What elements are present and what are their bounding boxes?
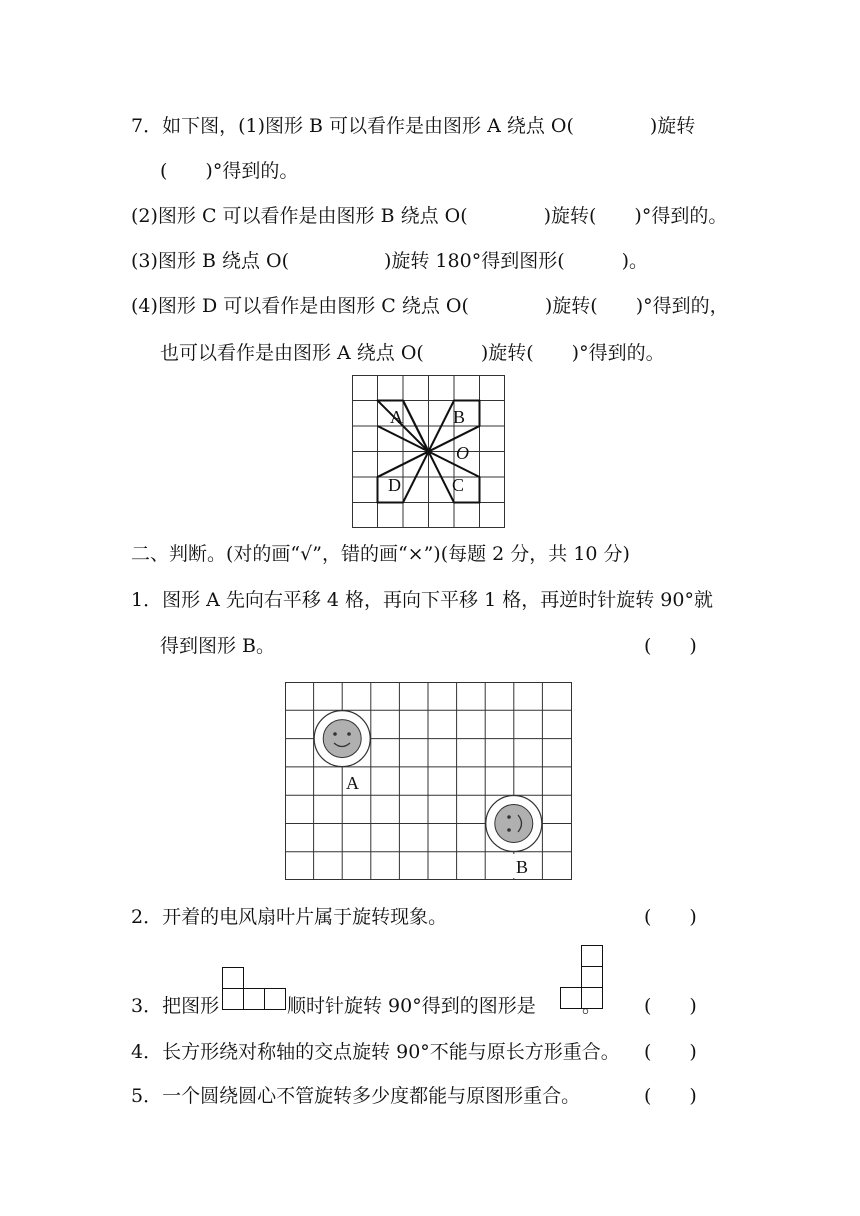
judge-q3-part-2: 顺时针旋转 90°得到的图形是 [287, 995, 536, 1017]
translation-grid-figure [285, 682, 573, 882]
q7-line-3: (2)图形 C 可以看作是由图形 B 绕点 O( )旋转( )°得到的。 [131, 205, 728, 227]
judge-q3-part-1: 3．把图形 [131, 995, 220, 1017]
judge-q4-text: 4．长方形绕对称轴的交点旋转 90°不能与原长方形重合。 [131, 1041, 620, 1063]
label-b: B [453, 407, 466, 427]
judge-q5-text: 5．一个圆绕圆心不管旋转多少度都能与原图形重合。 [131, 1085, 581, 1107]
rotation-figure [352, 375, 506, 529]
judge-q2-answer[interactable]: ( ) [644, 906, 697, 928]
smiley-b [486, 796, 542, 852]
judge-q5-answer[interactable]: ( ) [644, 1085, 697, 1107]
judge-q1-line-2: 得到图形 B。 [160, 635, 276, 657]
label-o: O [456, 443, 469, 463]
q7-line-5: (4)图形 D 可以看作是由图形 C 绕点 O( )旋转( )°得到的， [131, 295, 729, 317]
judge-q1-line-1: 1．图形 A 先向右平移 4 格，再向下平移 1 格，再逆时针旋转 90°就 [131, 589, 713, 611]
judge-q3-answer[interactable]: ( ) [644, 995, 697, 1017]
label-d: D [388, 475, 401, 495]
label-a: A [390, 407, 403, 427]
section-2-heading: 二、判断。(对的画“√”，错的画“×”)(每题 2 分，共 10 分) [131, 543, 630, 565]
judge-q3-part-3: 。 [582, 995, 602, 1017]
label-c: C [452, 475, 465, 495]
q7-line-6: 也可以看作是由图形 A 绕点 O( )旋转( )°得到的。 [160, 342, 665, 364]
judge-q4-answer[interactable]: ( ) [644, 1041, 697, 1063]
grid-label-b: B [516, 857, 529, 877]
q7-line-4: (3)图形 B 绕点 O( )旋转 180°得到图形( )。 [131, 250, 649, 272]
judge-q1-answer[interactable]: ( ) [644, 635, 697, 657]
judge-q2-text: 2．开着的电风扇叶片属于旋转现象。 [131, 906, 448, 928]
smiley-a [314, 711, 370, 767]
q7-line-1: 7．如下图，(1)图形 B 可以看作是由图形 A 绕点 O( )旋转 [131, 115, 696, 137]
grid-label-a: A [346, 773, 359, 793]
q7-line-2: ( )°得到的。 [160, 160, 299, 182]
shape-original [222, 967, 288, 1011]
